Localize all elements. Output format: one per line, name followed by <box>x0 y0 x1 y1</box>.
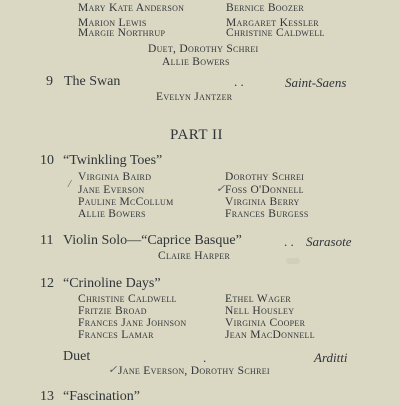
performer-name: Pauline McCollum <box>78 196 174 208</box>
item-title: The Swan <box>64 74 121 89</box>
performer-name: Frances Burgess <box>225 208 309 220</box>
performer-name: Frances Jane Johnson <box>78 317 187 329</box>
performer-name: Nell Housley <box>225 305 295 317</box>
leader-dots: . . <box>234 74 244 89</box>
leader-dots: . <box>203 350 207 365</box>
smudge <box>286 258 300 264</box>
duet-label: Duet, Dorothy Schrei <box>148 43 259 55</box>
performer-name: Virginia Baird <box>78 171 152 183</box>
performer-name: Foss O'Donnell <box>225 184 304 196</box>
leader-dots: . . <box>284 234 294 249</box>
performer-name: Jean MacDonnell <box>225 329 315 341</box>
performer-name: Christine Caldwell <box>78 293 177 305</box>
performer-name: Jane Everson <box>78 184 145 196</box>
item-number: 9 <box>46 74 53 89</box>
performer-name: Margie Northrup <box>78 27 166 39</box>
performer-name: Dorothy Schrei <box>225 171 305 183</box>
performer-name: Claire Harper <box>158 250 231 262</box>
performer-name: Marion Lewis <box>78 17 147 29</box>
performer-name: Frances Lamar <box>78 329 154 341</box>
check-mark-icon: ✓ <box>108 364 118 376</box>
item-number: 13 <box>40 389 54 404</box>
performer-name: Fritzie Broad <box>78 305 147 317</box>
composer: Arditti <box>314 350 348 365</box>
performer-name: Christine Caldwell <box>226 27 325 39</box>
duet-label: Duet <box>63 349 91 364</box>
part-heading: PART II <box>170 127 224 143</box>
check-mark-icon: ✓ <box>216 183 226 195</box>
performer-name: Margaret Kessler <box>226 17 319 29</box>
item-number: 11 <box>40 233 54 248</box>
performer-name: Jane Everson, Dorothy Schrei <box>118 365 270 377</box>
performer-name: Allie Bowers <box>162 56 230 68</box>
item-title: “Crinoline Days” <box>63 276 161 291</box>
item-number: 12 <box>40 276 54 291</box>
performer-name: Bernice Boozer <box>226 2 304 14</box>
item-title: “Twinkling Toes” <box>63 153 163 168</box>
performer-name: Ethel Wager <box>225 293 292 305</box>
performer-name: Evelyn Jantzer <box>156 91 233 103</box>
composer: Saint-Saens <box>285 75 347 90</box>
item-number: 10 <box>40 153 54 168</box>
composer: Sarasote <box>306 234 352 249</box>
performer-name: Allie Bowers <box>78 208 146 220</box>
performer-name: Virginia Cooper <box>225 317 306 329</box>
item-title: “Fascination” <box>63 389 140 404</box>
performer-name: Virginia Berry <box>225 196 300 208</box>
performer-name: Mary Kate Anderson <box>78 2 185 14</box>
item-title: Violin Solo—“Caprice Basque” <box>63 233 242 248</box>
pencil-mark-icon: / <box>68 178 72 190</box>
